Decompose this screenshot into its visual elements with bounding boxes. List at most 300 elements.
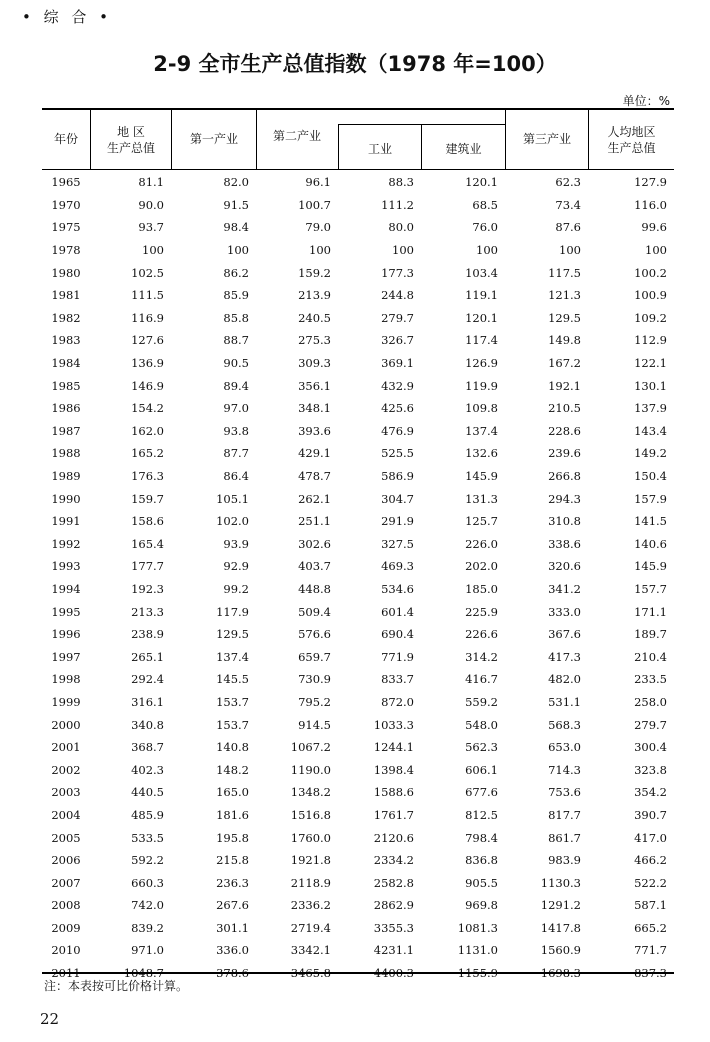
- value-cell: 120.1: [465, 175, 498, 190]
- value-cell: 96.1: [305, 175, 331, 190]
- value-cell: 310.8: [548, 514, 581, 529]
- value-cell: 905.5: [465, 875, 498, 890]
- year-cell: 1965: [51, 175, 81, 190]
- value-cell: 368.7: [131, 740, 164, 755]
- value-cell: 99.6: [641, 220, 667, 235]
- value-cell: 2862.9: [373, 898, 414, 913]
- value-cell: 562.3: [465, 740, 498, 755]
- value-cell: 304.7: [381, 491, 414, 506]
- value-cell: 592.2: [131, 853, 164, 868]
- value-cell: 466.2: [634, 853, 667, 868]
- value-cell: 150.4: [634, 469, 667, 484]
- header-secondary: 第二产业: [273, 129, 322, 143]
- value-cell: 2120.6: [373, 830, 414, 845]
- header-primary: 第一产业: [189, 132, 238, 146]
- section-header: • 综 合 •: [22, 8, 112, 26]
- year-cell: 2010: [51, 943, 81, 958]
- value-cell: 300.4: [634, 740, 667, 755]
- value-cell: 476.9: [381, 423, 414, 438]
- value-cell: 116.0: [634, 197, 667, 212]
- value-cell: 314.2: [465, 649, 498, 664]
- value-cell: 522.2: [634, 875, 667, 890]
- value-cell: 660.3: [131, 875, 164, 890]
- value-cell: 149.2: [634, 446, 667, 461]
- year-cell: 1984: [51, 356, 81, 371]
- year-cell: 1990: [51, 491, 81, 506]
- value-cell: 348.1: [298, 401, 331, 416]
- value-cell: 131.3: [465, 491, 498, 506]
- bottom-rule: [42, 972, 674, 974]
- value-cell: 137.4: [216, 649, 249, 664]
- table-row: [42, 329, 674, 352]
- value-cell: 393.6: [298, 423, 331, 438]
- value-cell: 533.5: [131, 830, 164, 845]
- year-cell: 1985: [51, 378, 81, 393]
- value-cell: 79.0: [305, 220, 331, 235]
- value-cell: 120.1: [465, 310, 498, 325]
- value-cell: 326.7: [381, 333, 414, 348]
- value-cell: 126.9: [465, 356, 498, 371]
- value-cell: 171.1: [634, 604, 667, 619]
- value-cell: 266.8: [548, 469, 581, 484]
- value-cell: 100: [645, 243, 667, 258]
- year-cell: 2000: [51, 717, 81, 732]
- value-cell: 158.6: [131, 514, 164, 529]
- value-cell: 1516.8: [290, 807, 331, 822]
- year-cell: 2005: [51, 830, 81, 845]
- value-cell: 275.3: [298, 333, 331, 348]
- table-row: [42, 871, 674, 894]
- value-cell: 336.0: [216, 943, 249, 958]
- value-cell: 91.5: [223, 197, 249, 212]
- table-row: [42, 487, 674, 510]
- value-cell: 601.4: [381, 604, 414, 619]
- value-cell: 244.8: [381, 288, 414, 303]
- value-cell: 90.0: [138, 197, 164, 212]
- value-cell: 177.7: [131, 559, 164, 574]
- value-cell: 294.3: [548, 491, 581, 506]
- value-cell: 177.3: [381, 265, 414, 280]
- unit-label: 单位：%: [622, 94, 670, 108]
- value-cell: 213.3: [131, 604, 164, 619]
- value-cell: 154.2: [131, 401, 164, 416]
- value-cell: 341.2: [548, 581, 581, 596]
- value-cell: 62.3: [555, 175, 581, 190]
- value-cell: 109.2: [634, 310, 667, 325]
- value-cell: 82.0: [223, 175, 249, 190]
- value-cell: 192.3: [131, 581, 164, 596]
- value-cell: 587.1: [634, 898, 667, 913]
- value-cell: 872.0: [381, 694, 414, 709]
- table-row: [42, 261, 674, 284]
- value-cell: 153.7: [216, 717, 249, 732]
- value-cell: 448.8: [298, 581, 331, 596]
- value-cell: 1291.2: [540, 898, 581, 913]
- value-cell: 469.3: [381, 559, 414, 574]
- table-row: [42, 239, 674, 262]
- value-cell: 914.5: [298, 717, 331, 732]
- value-cell: 2334.2: [373, 853, 414, 868]
- year-cell: 1983: [51, 333, 81, 348]
- year-cell: 1999: [51, 694, 81, 709]
- table-row: [42, 804, 674, 827]
- table-row: [42, 894, 674, 917]
- year-cell: 1970: [51, 197, 81, 212]
- table-row: [42, 352, 674, 375]
- value-cell: 145.9: [465, 469, 498, 484]
- value-cell: 267.6: [216, 898, 249, 913]
- value-cell: 417.0: [634, 830, 667, 845]
- value-cell: 233.5: [634, 672, 667, 687]
- table-row: [42, 216, 674, 239]
- value-cell: 1131.0: [457, 943, 498, 958]
- value-cell: 338.6: [548, 536, 581, 551]
- value-cell: 87.7: [223, 446, 249, 461]
- value-cell: 119.9: [465, 378, 498, 393]
- value-cell: 240.5: [298, 310, 331, 325]
- value-cell: 2582.8: [373, 875, 414, 890]
- value-cell: 85.9: [223, 288, 249, 303]
- value-cell: 839.2: [131, 920, 164, 935]
- value-cell: 440.5: [131, 785, 164, 800]
- value-cell: 127.9: [634, 175, 667, 190]
- value-cell: 86.4: [223, 469, 249, 484]
- value-cell: 86.2: [223, 265, 249, 280]
- value-cell: 771.9: [381, 649, 414, 664]
- value-cell: 149.8: [548, 333, 581, 348]
- value-cell: 1398.4: [373, 762, 414, 777]
- value-cell: 2336.2: [290, 898, 331, 913]
- year-cell: 2002: [51, 762, 81, 777]
- value-cell: 109.8: [465, 401, 498, 416]
- value-cell: 1244.1: [373, 740, 414, 755]
- header-year: 年份: [53, 132, 78, 146]
- table-row: [42, 194, 674, 217]
- value-cell: 195.8: [216, 830, 249, 845]
- value-cell: 165.4: [131, 536, 164, 551]
- value-cell: 100: [309, 243, 331, 258]
- table-row: [42, 420, 674, 443]
- value-cell: 1588.6: [373, 785, 414, 800]
- value-cell: 1417.8: [540, 920, 581, 935]
- value-cell: 969.8: [465, 898, 498, 913]
- table-row: [42, 374, 674, 397]
- value-cell: 354.2: [634, 785, 667, 800]
- table-row: [42, 939, 674, 962]
- value-cell: 534.6: [381, 581, 414, 596]
- value-cell: 90.5: [223, 356, 249, 371]
- value-cell: 677.6: [465, 785, 498, 800]
- value-cell: 148.2: [216, 762, 249, 777]
- value-cell: 417.3: [548, 649, 581, 664]
- value-cell: 192.1: [548, 378, 581, 393]
- year-cell: 1986: [51, 401, 81, 416]
- year-cell: 1991: [51, 514, 81, 529]
- value-cell: 99.2: [223, 581, 249, 596]
- value-cell: 157.9: [634, 491, 667, 506]
- year-cell: 1978: [51, 243, 81, 258]
- value-cell: 88.7: [223, 333, 249, 348]
- value-cell: 127.6: [131, 333, 164, 348]
- value-cell: 753.6: [548, 785, 581, 800]
- value-cell: 836.8: [465, 853, 498, 868]
- table-row: [42, 533, 674, 556]
- value-cell: 425.6: [381, 401, 414, 416]
- value-cell: 226.6: [465, 627, 498, 642]
- value-cell: 100: [392, 243, 414, 258]
- year-cell: 2008: [51, 898, 81, 913]
- value-cell: 100.9: [634, 288, 667, 303]
- value-cell: 323.8: [634, 762, 667, 777]
- value-cell: 301.1: [216, 920, 249, 935]
- year-cell: 2001: [51, 740, 81, 755]
- table-title: 2-9 全市生产总值指数（1978 年=100）: [153, 52, 557, 76]
- value-cell: 226.0: [465, 536, 498, 551]
- value-cell: 136.9: [131, 356, 164, 371]
- value-cell: 548.0: [465, 717, 498, 732]
- value-cell: 117.5: [548, 265, 581, 280]
- value-cell: 81.1: [138, 175, 164, 190]
- year-cell: 1992: [51, 536, 81, 551]
- value-cell: 92.9: [223, 559, 249, 574]
- value-cell: 2118.9: [290, 875, 331, 890]
- value-cell: 402.3: [131, 762, 164, 777]
- table-row: [42, 917, 674, 940]
- value-cell: 1130.3: [540, 875, 581, 890]
- table-row: [42, 442, 674, 465]
- value-cell: 140.8: [216, 740, 249, 755]
- value-cell: 251.1: [298, 514, 331, 529]
- value-cell: 117.9: [216, 604, 249, 619]
- value-cell: 665.2: [634, 920, 667, 935]
- year-cell: 1993: [51, 559, 81, 574]
- year-cell: 1989: [51, 469, 81, 484]
- value-cell: 403.7: [298, 559, 331, 574]
- value-cell: 2719.4: [290, 920, 331, 935]
- value-cell: 742.0: [131, 898, 164, 913]
- year-cell: 1987: [51, 423, 81, 438]
- table-row: [42, 510, 674, 533]
- value-cell: 416.7: [465, 672, 498, 687]
- year-cell: 1982: [51, 310, 81, 325]
- value-cell: 140.6: [634, 536, 667, 551]
- value-cell: 228.6: [548, 423, 581, 438]
- value-cell: 93.8: [223, 423, 249, 438]
- table-row: [42, 781, 674, 804]
- value-cell: 531.1: [548, 694, 581, 709]
- subheader-rule: [338, 124, 505, 125]
- value-cell: 586.9: [381, 469, 414, 484]
- table-row: [42, 171, 674, 194]
- value-cell: 145.9: [634, 559, 667, 574]
- value-cell: 690.4: [381, 627, 414, 642]
- value-cell: 653.0: [548, 740, 581, 755]
- table-row: [42, 397, 674, 420]
- value-cell: 159.2: [298, 265, 331, 280]
- value-cell: 117.4: [465, 333, 498, 348]
- year-cell: 2003: [51, 785, 81, 800]
- table-row: [42, 736, 674, 759]
- value-cell: 85.8: [223, 310, 249, 325]
- value-cell: 478.7: [298, 469, 331, 484]
- year-cell: 2004: [51, 807, 81, 822]
- value-cell: 132.6: [465, 446, 498, 461]
- value-cell: 68.5: [472, 197, 498, 212]
- value-cell: 659.7: [298, 649, 331, 664]
- value-cell: 125.7: [465, 514, 498, 529]
- value-cell: 87.6: [555, 220, 581, 235]
- table-row: [42, 307, 674, 330]
- value-cell: 730.9: [298, 672, 331, 687]
- value-cell: 432.9: [381, 378, 414, 393]
- value-cell: 165.0: [216, 785, 249, 800]
- value-cell: 111.2: [381, 197, 414, 212]
- value-cell: 215.8: [216, 853, 249, 868]
- value-cell: 795.2: [298, 694, 331, 709]
- value-cell: 130.1: [634, 378, 667, 393]
- value-cell: 111.5: [131, 288, 164, 303]
- value-cell: 798.4: [465, 830, 498, 845]
- value-cell: 80.0: [388, 220, 414, 235]
- value-cell: 1760.0: [290, 830, 331, 845]
- value-cell: 210.5: [548, 401, 581, 416]
- value-cell: 181.6: [216, 807, 249, 822]
- table-row: [42, 578, 674, 601]
- header-construction: 建筑业: [445, 142, 482, 156]
- table-row: [42, 284, 674, 307]
- value-cell: 119.1: [465, 288, 498, 303]
- value-cell: 369.1: [381, 356, 414, 371]
- value-cell: 225.9: [465, 604, 498, 619]
- year-cell: 1981: [51, 288, 81, 303]
- value-cell: 97.0: [223, 401, 249, 416]
- table-row: [42, 713, 674, 736]
- value-cell: 153.7: [216, 694, 249, 709]
- value-cell: 262.1: [298, 491, 331, 506]
- value-cell: 1921.8: [290, 853, 331, 868]
- value-cell: 482.0: [548, 672, 581, 687]
- value-cell: 771.7: [634, 943, 667, 958]
- value-cell: 265.1: [131, 649, 164, 664]
- value-cell: 238.9: [131, 627, 164, 642]
- value-cell: 1190.0: [290, 762, 331, 777]
- value-cell: 258.0: [634, 694, 667, 709]
- value-cell: 112.9: [634, 333, 667, 348]
- table-row: [42, 849, 674, 872]
- value-cell: 525.5: [381, 446, 414, 461]
- table-row: [42, 758, 674, 781]
- value-cell: 202.0: [465, 559, 498, 574]
- year-cell: 1975: [51, 220, 81, 235]
- value-cell: 102.5: [131, 265, 164, 280]
- value-cell: 327.5: [381, 536, 414, 551]
- value-cell: 88.3: [388, 175, 414, 190]
- header-industry: 工业: [367, 142, 392, 156]
- value-cell: 1081.3: [457, 920, 498, 935]
- value-cell: 3355.3: [373, 920, 414, 935]
- value-cell: 129.5: [216, 627, 249, 642]
- value-cell: 485.9: [131, 807, 164, 822]
- value-cell: 102.0: [216, 514, 249, 529]
- table-row: [42, 691, 674, 714]
- value-cell: 98.4: [223, 220, 249, 235]
- value-cell: 89.4: [223, 378, 249, 393]
- value-cell: 302.6: [298, 536, 331, 551]
- value-cell: 165.2: [131, 446, 164, 461]
- value-cell: 291.9: [381, 514, 414, 529]
- value-cell: 1033.3: [373, 717, 414, 732]
- value-cell: 93.7: [138, 220, 164, 235]
- value-cell: 279.7: [381, 310, 414, 325]
- header-rule: [42, 169, 674, 170]
- value-cell: 568.3: [548, 717, 581, 732]
- value-cell: 817.7: [548, 807, 581, 822]
- value-cell: 1560.9: [540, 943, 581, 958]
- value-cell: 429.1: [298, 446, 331, 461]
- value-cell: 983.9: [548, 853, 581, 868]
- year-cell: 2006: [51, 853, 81, 868]
- table-row: [42, 826, 674, 849]
- value-cell: 714.3: [548, 762, 581, 777]
- value-cell: 340.8: [131, 717, 164, 732]
- value-cell: 157.7: [634, 581, 667, 596]
- value-cell: 189.7: [634, 627, 667, 642]
- table-row: [42, 465, 674, 488]
- value-cell: 861.7: [548, 830, 581, 845]
- value-cell: 356.1: [298, 378, 331, 393]
- year-cell: 1995: [51, 604, 81, 619]
- value-cell: 73.4: [555, 197, 581, 212]
- value-cell: 100.2: [634, 265, 667, 280]
- value-cell: 4231.1: [373, 943, 414, 958]
- value-cell: 316.1: [131, 694, 164, 709]
- value-cell: 367.6: [548, 627, 581, 642]
- value-cell: 76.0: [472, 220, 498, 235]
- value-cell: 116.9: [131, 310, 164, 325]
- table-row: [42, 668, 674, 691]
- value-cell: 812.5: [465, 807, 498, 822]
- top-rule: [42, 108, 674, 110]
- value-cell: 210.4: [634, 649, 667, 664]
- header-gdp: 地 区 生产总值: [106, 125, 155, 155]
- value-cell: 320.6: [548, 559, 581, 574]
- header-per-capita: 人均地区 生产总值: [607, 125, 656, 155]
- data-table: [42, 171, 674, 984]
- value-cell: 146.9: [131, 378, 164, 393]
- value-cell: 162.0: [131, 423, 164, 438]
- value-cell: 100: [476, 243, 498, 258]
- value-cell: 100: [227, 243, 249, 258]
- value-cell: 1761.7: [373, 807, 414, 822]
- value-cell: 121.3: [548, 288, 581, 303]
- value-cell: 100: [142, 243, 164, 258]
- value-cell: 145.5: [216, 672, 249, 687]
- value-cell: 333.0: [548, 604, 581, 619]
- value-cell: 93.9: [223, 536, 249, 551]
- year-cell: 1980: [51, 265, 81, 280]
- value-cell: 309.3: [298, 356, 331, 371]
- value-cell: 129.5: [548, 310, 581, 325]
- value-cell: 137.9: [634, 401, 667, 416]
- value-cell: 103.4: [465, 265, 498, 280]
- table-row: [42, 645, 674, 668]
- value-cell: 559.2: [465, 694, 498, 709]
- year-cell: 2007: [51, 875, 81, 890]
- page-number: 22: [40, 1010, 60, 1028]
- value-cell: 100: [559, 243, 581, 258]
- value-cell: 292.4: [131, 672, 164, 687]
- value-cell: 122.1: [634, 356, 667, 371]
